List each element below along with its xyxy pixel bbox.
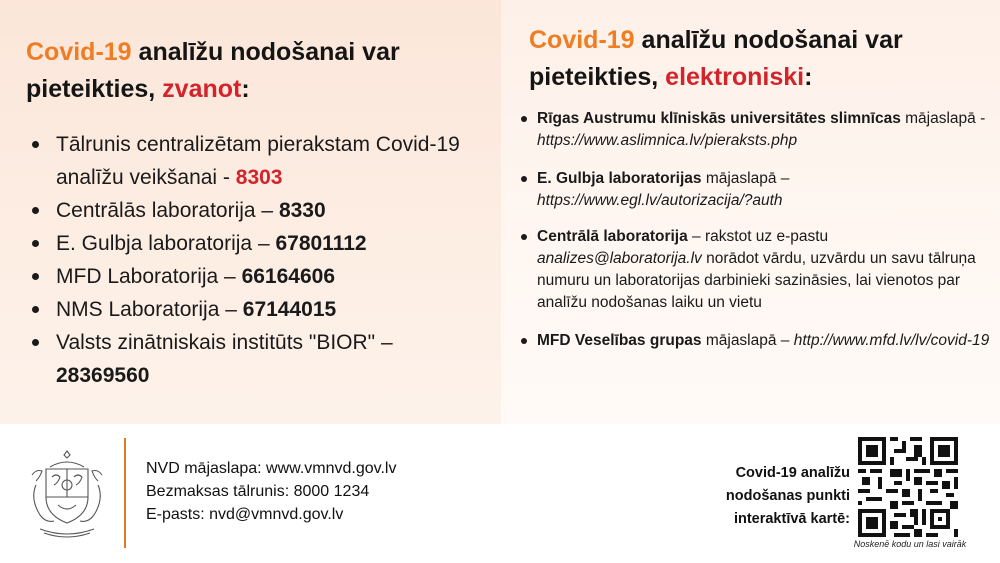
online-item-mfd xyxy=(521,330,991,352)
website-line[interactable]: NVD mājaslapa: www.vmnvd.gov.lv xyxy=(146,460,397,477)
phone-item-central-lab xyxy=(28,194,488,227)
contact-info xyxy=(146,457,396,526)
lab-email-link[interactable]: analizes@laboratorija.lv xyxy=(537,250,702,267)
heading-text: analīžu nodošanai var pieteikties, xyxy=(26,38,400,103)
phone-signup-heading xyxy=(26,34,486,108)
phone-item-label: MFD Laboratorija – xyxy=(56,265,242,288)
phone-signup-panel xyxy=(0,0,501,424)
aslimnica-link[interactable]: https://www.aslimnica.lv/pieraksts.php xyxy=(537,132,798,149)
online-item-title: Rīgas Austrumu klīniskās universitātes slimnīcas xyxy=(537,110,901,127)
mfd-link[interactable]: http://www.mfd.lv/lv/covid-19 xyxy=(793,332,990,349)
heading-method-phone: zvanot xyxy=(162,75,242,103)
phone-number[interactable]: 28369560 xyxy=(56,364,150,387)
footer xyxy=(0,424,1000,563)
online-item-gulbja xyxy=(521,168,991,212)
map-note: Covid-19 analīžu nodošanas punkti interaktīvā kartē: xyxy=(725,465,850,527)
heading-covid-label: Covid-19 xyxy=(529,26,635,54)
phone-item-label: NMS Laboratorija – xyxy=(56,298,243,321)
online-item-text: – rakstot uz e-pastu xyxy=(687,228,829,245)
online-item-text-rest: norādot vārdu, uzvārdu un savu tālruņa numuru un laboratorijas darbinieki sazināsies, lai vienotos par analīžu nodošanas laiku un vietu xyxy=(537,250,976,311)
online-item-text: mājaslapā - xyxy=(900,110,986,127)
heading-method-online: elektroniski xyxy=(665,63,805,91)
phone-number[interactable]: 67144015 xyxy=(242,298,337,321)
phone-number[interactable]: 8330 xyxy=(278,199,326,222)
heading-text: analīžu nodošanai var pieteikties, xyxy=(529,26,903,91)
phone-item-bior xyxy=(28,326,488,392)
latvia-coat-of-arms-icon xyxy=(22,445,112,543)
online-item-title: MFD Veselības grupas xyxy=(537,332,702,349)
phone-item-nms-lab xyxy=(28,293,488,326)
online-signup-panel xyxy=(501,0,1000,424)
online-item-title: Centrālā laboratorija xyxy=(537,228,688,245)
phone-number[interactable]: 8303 xyxy=(235,166,283,189)
phone-item-label: Valsts zinātniskais institūts "BIOR" – xyxy=(56,331,393,354)
online-item-aslimnica xyxy=(521,108,991,152)
phone-item-label: Centrālās laboratorija – xyxy=(56,199,279,222)
phone-line[interactable]: Bezmaksas tālrunis: 8000 1234 xyxy=(146,483,370,500)
online-item-central-lab xyxy=(521,226,991,314)
email-line[interactable]: E-pasts: nvd@vmnvd.gov.lv xyxy=(146,506,344,523)
qr-caption: Noskenē kodu un lasi vairāk xyxy=(853,539,967,549)
phone-item-mfd-lab xyxy=(28,260,488,293)
phone-item-gulbja-lab xyxy=(28,227,488,260)
phone-item-label: Tālrunis centralizētam pierakstam Covid-19 analīžu veikšanai - xyxy=(56,133,460,189)
heading-covid-label: Covid-19 xyxy=(26,38,132,66)
online-item-text: mājaslapā – xyxy=(701,332,794,349)
egl-link[interactable]: https://www.egl.lv/autorizacija/?auth xyxy=(537,192,783,209)
phone-number[interactable]: 67801112 xyxy=(275,232,367,255)
heading-colon: : xyxy=(241,75,250,103)
phone-item-label: E. Gulbja laboratorija – xyxy=(56,232,276,255)
online-item-title: E. Gulbja laboratorijas xyxy=(537,170,702,187)
footer-divider xyxy=(124,438,126,548)
heading-colon: : xyxy=(804,63,813,91)
online-list xyxy=(521,108,991,352)
online-signup-heading xyxy=(529,22,989,96)
online-item-text: mājaslapā – xyxy=(701,170,790,187)
phone-number[interactable]: 66164606 xyxy=(241,265,336,288)
phone-list xyxy=(28,128,488,392)
qr-code-icon[interactable] xyxy=(858,437,958,537)
phone-item-central-booking xyxy=(28,128,488,194)
